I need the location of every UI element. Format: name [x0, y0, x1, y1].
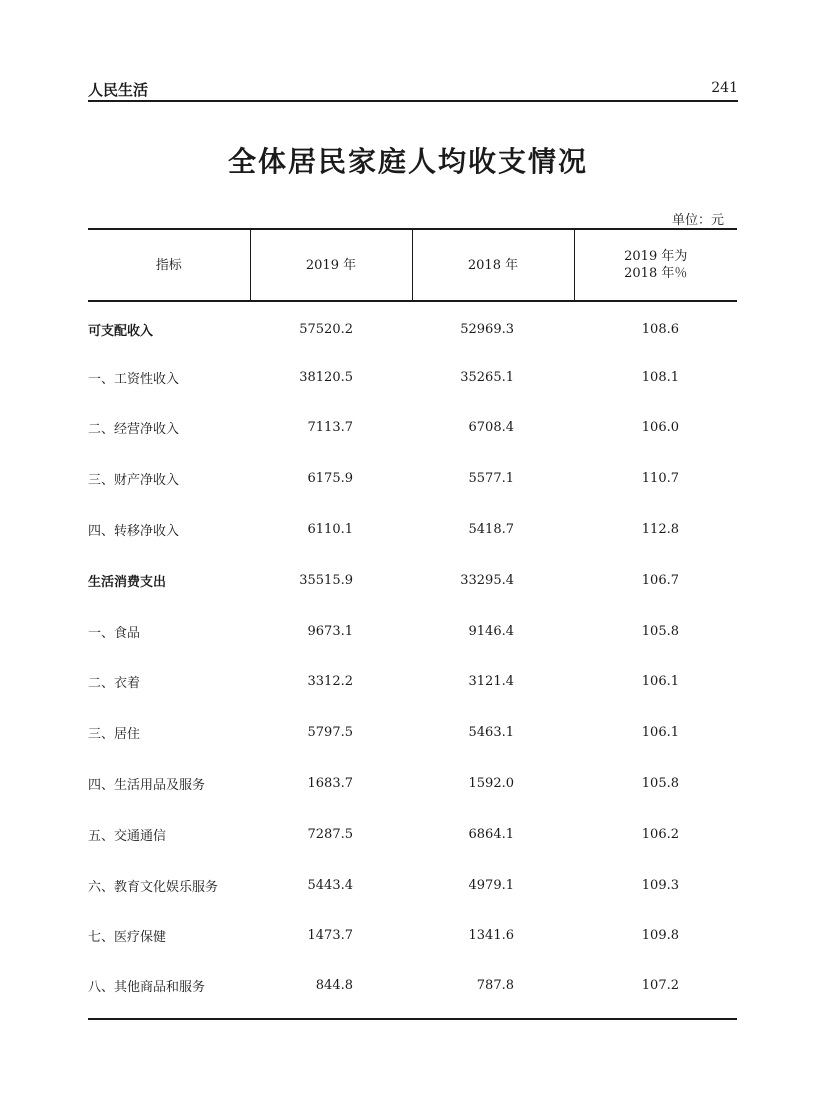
value-2018: 1592.0	[468, 776, 514, 792]
table-row	[88, 860, 737, 911]
row-label: 生活消费支出	[88, 574, 167, 590]
table-row	[88, 657, 737, 708]
row-label: 四、转移净收入	[88, 524, 180, 540]
value-2019: 844.8	[250, 961, 412, 1019]
value-2019: 1473.7	[307, 928, 353, 944]
row-label: 一、食品	[88, 625, 141, 641]
value-ratio: 106.7	[641, 572, 679, 588]
value-ratio: 107.2	[574, 961, 737, 1019]
value-2019: 7287.5	[307, 826, 353, 842]
value-2018: 787.8	[412, 961, 574, 1019]
value-2019: 6175.9	[307, 471, 353, 487]
value-ratio: 105.8	[641, 623, 679, 639]
table-row	[88, 707, 737, 758]
value-2019: 7113.7	[307, 420, 353, 436]
value-ratio: 109.3	[641, 877, 679, 893]
row-label: 可支配收入	[88, 324, 154, 340]
row-label: 二、衣着	[88, 676, 141, 692]
value-2019: 57520.2	[299, 322, 353, 338]
table-header-row	[88, 229, 737, 301]
value-2018: 5577.1	[468, 471, 514, 487]
value-ratio: 106.2	[641, 826, 679, 842]
value-2019: 38120.5	[299, 369, 353, 385]
table-row	[88, 555, 737, 606]
value-ratio: 106.1	[641, 725, 679, 741]
row-label: 八、其他商品和服务	[88, 961, 250, 1019]
row-label: 四、生活用品及服务	[88, 778, 206, 794]
table-row	[88, 403, 737, 454]
value-2018: 6864.1	[468, 826, 514, 842]
table-row	[88, 758, 737, 809]
value-2019: 1683.7	[307, 776, 353, 792]
table-row	[88, 606, 737, 657]
table-row	[88, 911, 737, 962]
value-ratio: 108.1	[641, 369, 679, 385]
income-expenditure-table	[88, 228, 737, 1020]
row-label: 五、交通通信	[88, 828, 167, 844]
table-row	[88, 301, 737, 352]
table-header	[88, 229, 737, 301]
row-label: 三、财产净收入	[88, 473, 180, 489]
value-2019: 5443.4	[307, 877, 353, 893]
value-ratio: 112.8	[641, 522, 679, 538]
value-ratio: 110.7	[641, 471, 679, 487]
value-ratio: 106.0	[641, 420, 679, 436]
value-2018: 1341.6	[468, 928, 514, 944]
column-header-ratio-line1: 2019 年为	[624, 249, 688, 264]
column-header-2018: 2018 年	[412, 229, 574, 301]
column-header-ratio-line2: 2018 年％	[624, 266, 688, 281]
value-2019: 35515.9	[299, 572, 353, 588]
value-2019: 6110.1	[307, 522, 353, 538]
table-body	[88, 301, 737, 1019]
running-header	[88, 78, 738, 102]
value-2018: 6708.4	[468, 420, 514, 436]
row-label: 六、教育文化娱乐服务	[88, 879, 219, 895]
table-row	[88, 961, 737, 1019]
value-2018: 52969.3	[460, 322, 514, 338]
table-row	[88, 352, 737, 403]
section-name: 人民生活	[88, 81, 149, 99]
table-row	[88, 504, 737, 555]
value-2018: 9146.4	[468, 623, 514, 639]
value-2018: 5418.7	[468, 522, 514, 538]
page-title: 全体居民家庭人均收支情况	[227, 145, 588, 178]
column-header-ratio	[574, 229, 737, 301]
value-ratio: 109.8	[641, 928, 679, 944]
value-2019: 5797.5	[307, 725, 353, 741]
unit-note: 单位：元	[671, 213, 724, 228]
page-number: 241	[711, 80, 738, 96]
value-ratio: 106.1	[641, 674, 679, 690]
row-label: 七、医疗保健	[88, 930, 167, 946]
column-header-2019: 2019 年	[250, 229, 412, 301]
row-label: 一、工资性收入	[88, 371, 180, 387]
value-2018: 35265.1	[460, 369, 514, 385]
row-label: 三、居住	[88, 727, 141, 743]
value-2018: 4979.1	[468, 877, 514, 893]
table-row	[88, 809, 737, 860]
value-2018: 33295.4	[460, 572, 514, 588]
value-2018: 3121.4	[468, 674, 514, 690]
value-2018: 5463.1	[468, 725, 514, 741]
value-2019: 9673.1	[307, 623, 353, 639]
table-row	[88, 453, 737, 504]
value-ratio: 105.8	[641, 776, 679, 792]
value-2019: 3312.2	[307, 674, 353, 690]
value-ratio: 108.6	[641, 322, 679, 338]
column-header-indicator: 指标	[88, 229, 250, 301]
row-label: 二、经营净收入	[88, 422, 180, 438]
